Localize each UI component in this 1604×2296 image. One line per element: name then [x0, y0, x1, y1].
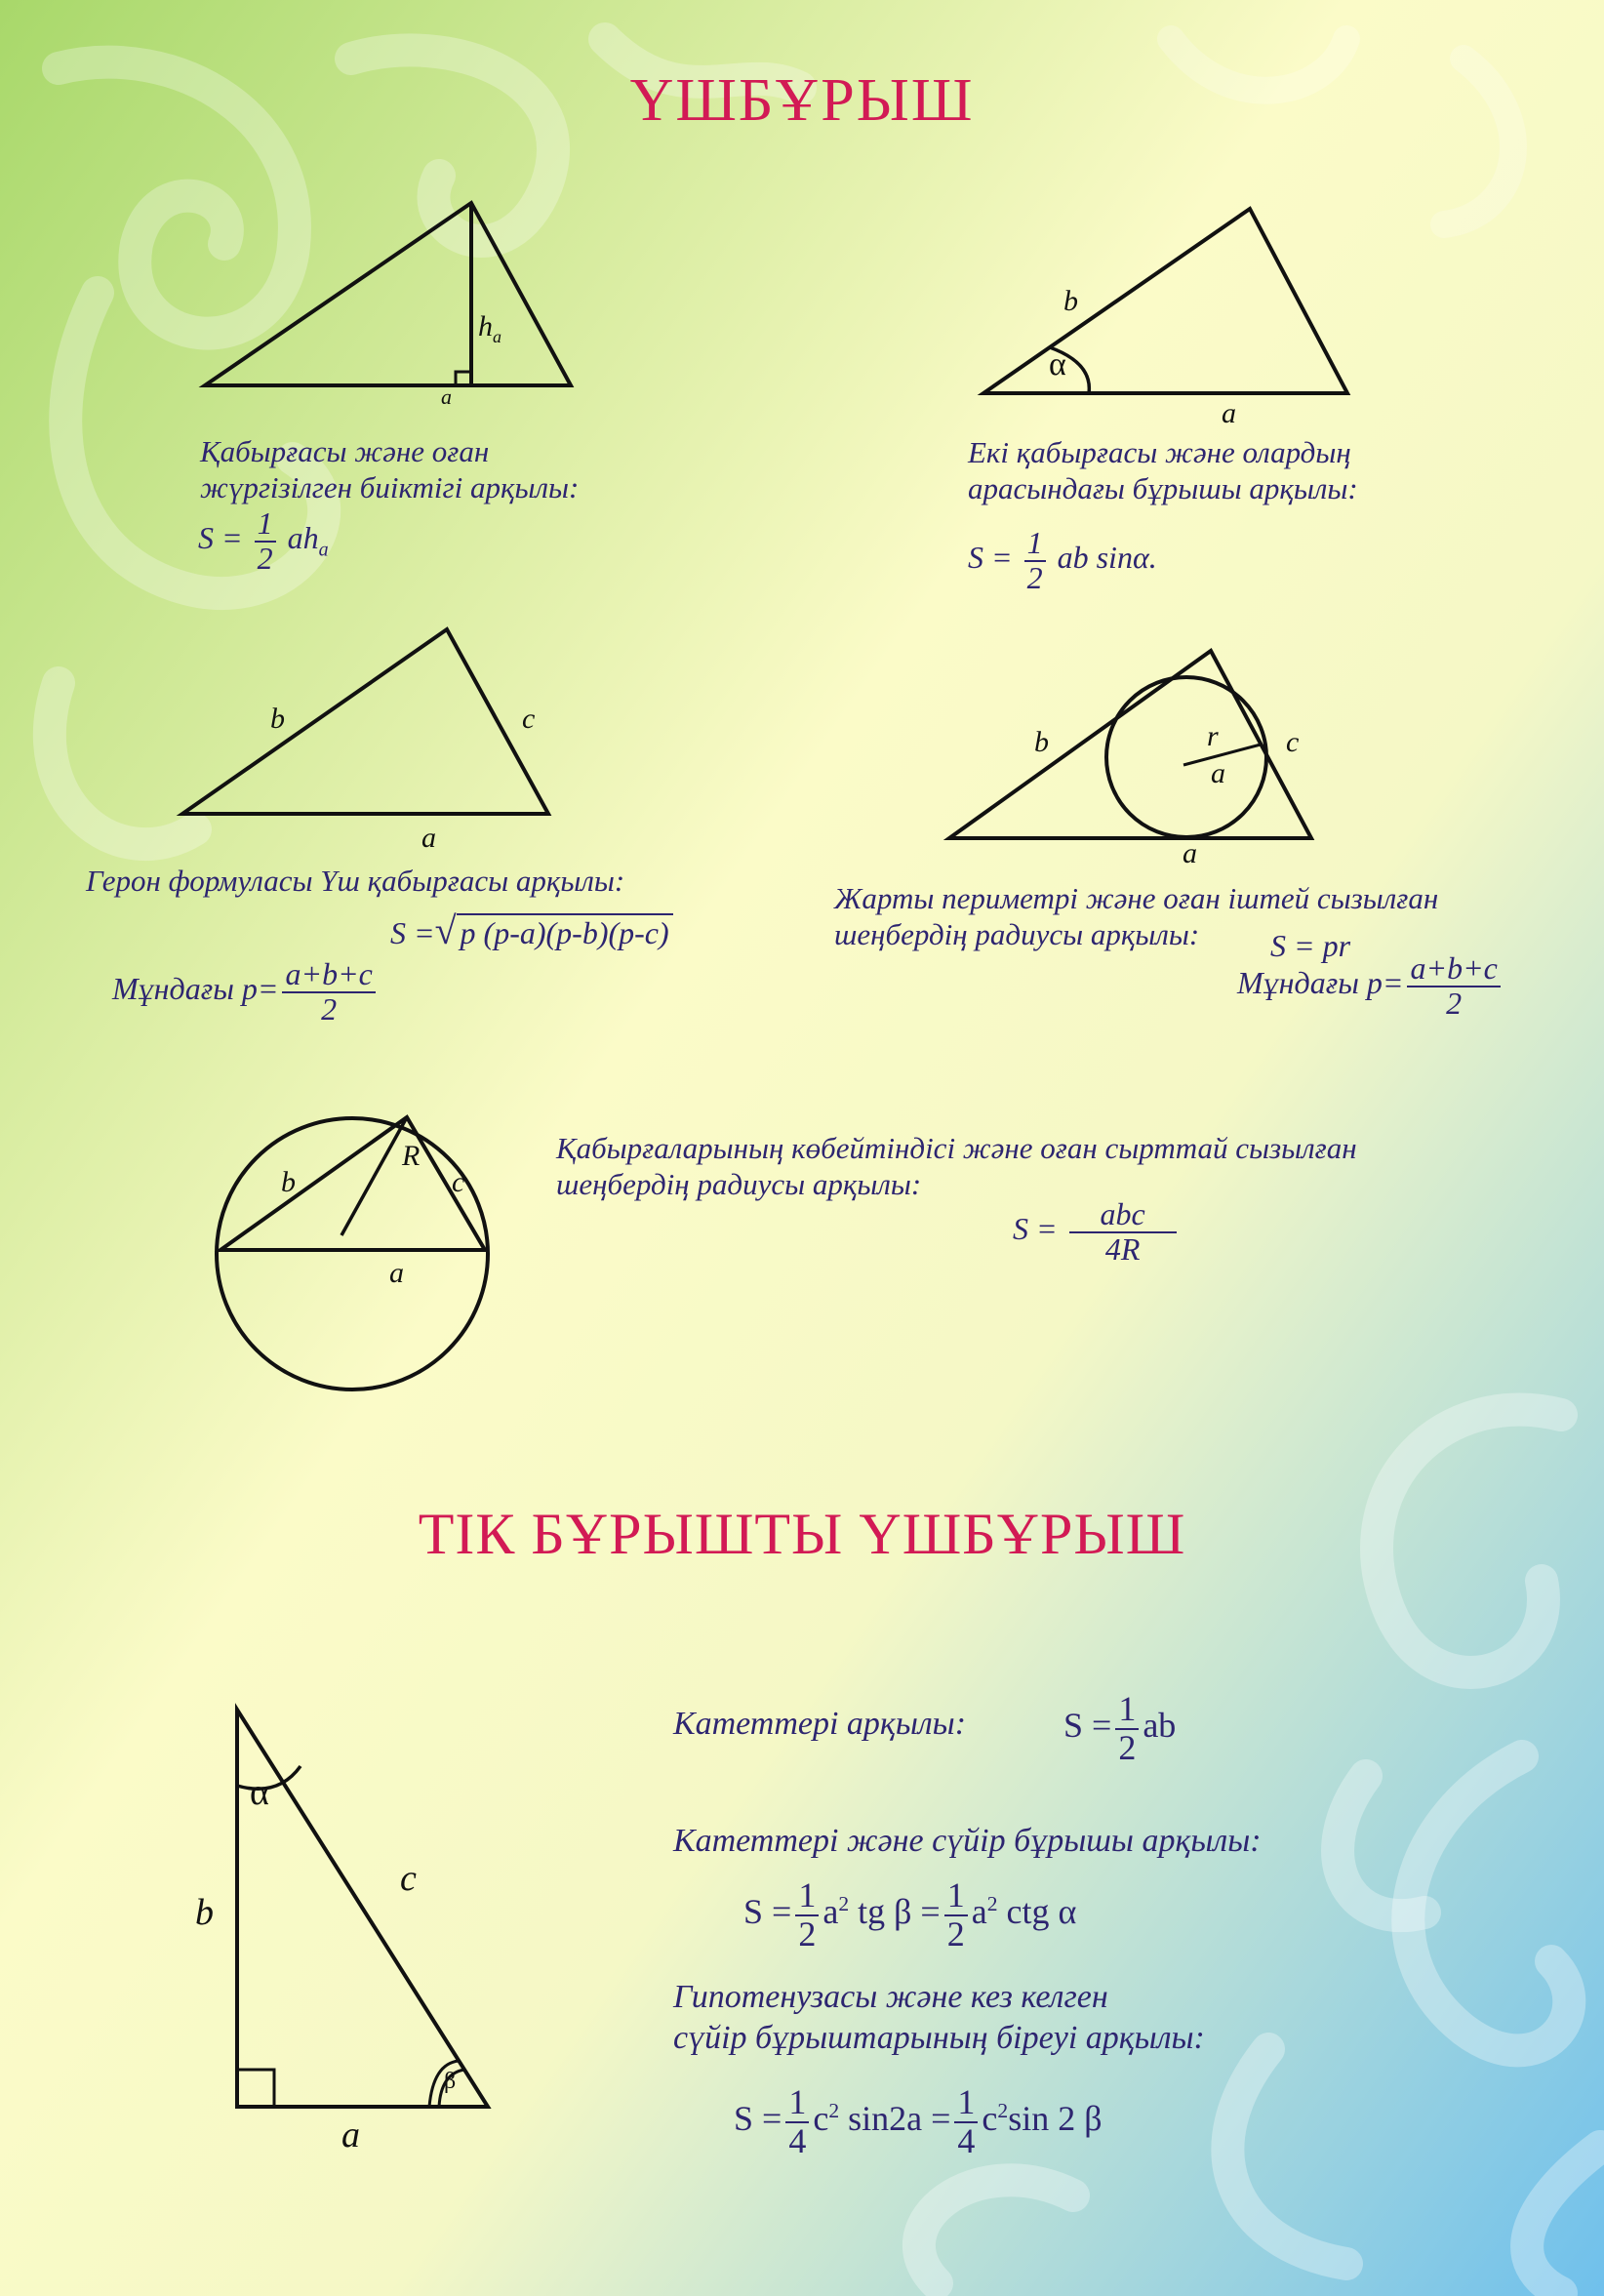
- caption-legs-angle: Катеттері және сүйір бұрышы арқылы:: [673, 1823, 1262, 1859]
- formula-hypotenuse: S = $\frac{1}{4}$ $c^2$ sin2a = $\frac{1}{4}$ $c^2\sin$ 2 β: [734, 2082, 1103, 2160]
- triangle-height-figure: [205, 203, 571, 385]
- formula-legs-angle: S = $\frac{1}{2}$ $a^2$ tg β = $\frac{1}{2}$ $a^2$ ctg α: [743, 1875, 1077, 1954]
- formula-legs: S = $\frac{1}{2}$ ab: [1063, 1689, 1177, 1767]
- label-a: a: [1222, 397, 1236, 429]
- label-c: c: [400, 1858, 417, 1899]
- formula-heron: S =√ p (p-a)(p-b)(p-c): [390, 907, 673, 953]
- label-a: a: [1183, 837, 1197, 869]
- label-alpha: α: [1049, 346, 1066, 383]
- label-c: c: [522, 703, 536, 735]
- formula-heron-p: Мұндағы p= $\frac{a+b+c}{2}$: [112, 958, 380, 1026]
- caption-angle: Екі қабырғасы және олардың арасындағы бұрышы арқылы:: [968, 435, 1358, 505]
- label-a: a: [389, 1257, 404, 1289]
- label-alpha: α: [250, 1772, 269, 1813]
- caption-incircle: Жарты периметрі және оған іштей сызылған шеңбердің радиусы арқылы:: [834, 881, 1439, 951]
- triangle-heron-figure: [182, 629, 548, 814]
- caption-circumcircle: Қабырғаларының көбейтіндісі және оған сырттай сызылған шеңбердің радиусы арқылы:: [556, 1131, 1357, 1201]
- formula-angle: S = $\frac{1}{2}$ ab sinα.: [968, 525, 1157, 595]
- formula-incircle: S = pr: [1270, 928, 1351, 963]
- label-c: c: [1286, 726, 1300, 758]
- label-r: r: [1207, 720, 1219, 752]
- label-beta: β: [444, 2069, 457, 2094]
- label-c: c: [452, 1166, 465, 1198]
- caption-legs: Катеттері арқылы:: [673, 1706, 967, 1742]
- label-h: $h_a$: [478, 310, 501, 346]
- section-title-right-triangle: ТІК БҰРЫШТЫ ҮШБҰРЫШ: [418, 1502, 1186, 1566]
- label-b: b: [270, 703, 285, 735]
- triangle-circumcircle-figure: [217, 1117, 488, 1390]
- page-title: ҮШБҰРЫШ: [629, 67, 975, 134]
- triangle-incircle-figure: [949, 651, 1311, 838]
- label-b: b: [1034, 726, 1049, 758]
- label-R: R: [402, 1140, 421, 1172]
- label-b: b: [281, 1166, 296, 1198]
- label-b: b: [195, 1892, 214, 1933]
- caption-hypotenuse: Гипотенузасы және кез келген сүйір бұрыштарының біреуі арқылы:: [673, 1979, 1205, 2056]
- formula-height: S = $\frac{1}{2}$ $ah_a$: [198, 505, 329, 576]
- right-triangle-figure: [237, 1710, 488, 2107]
- formula-incircle-p: Мұндағы p= $\frac{a+b+c}{2}$: [1237, 952, 1504, 1020]
- label-b: b: [1063, 285, 1078, 317]
- label-a: a: [441, 384, 452, 409]
- label-a: a: [341, 2115, 360, 2155]
- caption-heron: Герон формуласы Үш қабырғасы арқылы:: [86, 864, 625, 898]
- label-a-inner: a: [1211, 757, 1225, 789]
- label-a: a: [421, 822, 436, 854]
- caption-height: Қабырғасы және оған жүргізілген биіктігі арқылы:: [200, 434, 580, 504]
- triangle-angle-figure: [983, 209, 1347, 393]
- formula-circumcircle: S = abc 4R: [1013, 1198, 1181, 1266]
